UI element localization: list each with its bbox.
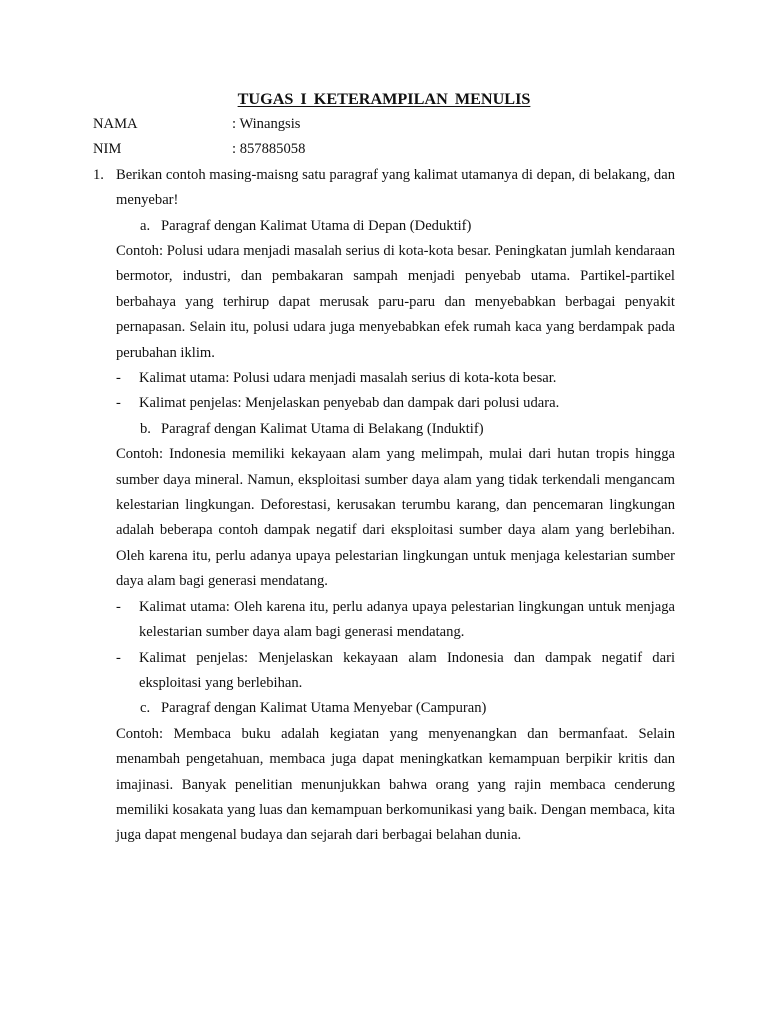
nim-label: NIM <box>93 141 122 158</box>
section-heading-text: Paragraf dengan Kalimat Utama di Depan (Deduktif) <box>161 217 472 234</box>
section-c-heading <box>93 696 675 721</box>
section-letter: b. <box>140 420 151 437</box>
document-page <box>93 86 675 849</box>
section-letter: a. <box>140 217 151 234</box>
section-a-bullet-2 <box>93 391 675 416</box>
question-text: Berikan contoh masing-maisng satu paragraf yang kalimat utamanya di depan, di belakang, dan menyebar! <box>116 166 675 209</box>
question-number: 1. <box>93 166 104 183</box>
nim-value: : 857885058 <box>232 141 306 158</box>
info-row-name <box>93 112 675 137</box>
name-value: : Winangsis <box>232 116 301 132</box>
document-title: TUGAS I KETERAMPILAN MENULIS <box>237 90 531 108</box>
section-letter: c. <box>140 700 151 717</box>
bullet-text: Kalimat utama: Oleh karena itu, perlu adanya upaya pelestarian lingkungan untuk menjaga kelestarian sumber daya alam bagi generasi mendatang. <box>139 598 675 641</box>
question-1 <box>93 163 675 214</box>
section-heading-text: Paragraf dengan Kalimat Utama Menyebar (Campuran) <box>161 700 487 717</box>
bullet-marker: - <box>116 649 121 666</box>
bullet-text: Kalimat utama: Polusi udara menjadi masalah serius di kota-kota besar. <box>139 370 557 387</box>
bullet-text: Kalimat penjelas: Menjelaskan penyebab dan dampak dari polusi udara. <box>139 395 560 412</box>
bullet-marker: - <box>116 598 121 615</box>
section-b-bullet-2 <box>93 646 675 697</box>
name-label: NAMA <box>93 116 138 132</box>
section-b-bullet-1 <box>93 595 675 646</box>
section-a-heading <box>93 214 675 239</box>
section-c-example: Contoh: Membaca buku adalah kegiatan yang menyenangkan dan bermanfaat. Selain menambah pengetahuan, membaca juga dapat meningkatkan kemampuan berpikir kritis dan imajinasi. Banyak penelitian menunjukkan bahwa orang yang rajin membaca cenderung memiliki kosakata yang luas dan kemampuan berkomunikasi yang baik. Dengan membaca, kita juga dapat mengenal budaya dan sejarah dari berbagai belahan dunia. <box>116 725 675 844</box>
info-row-nim <box>93 137 675 162</box>
section-b-heading <box>93 417 675 442</box>
section-heading-text: Paragraf dengan Kalimat Utama di Belakang (Induktif) <box>161 420 484 437</box>
section-a-example: Contoh: Polusi udara menjadi masalah serius di kota-kota besar. Peningkatan jumlah kendaraan bermotor, industri, dan pembakaran sampah menjadi penyebab utama. Partikel-partikel berbahaya yang terhirup dapat merusak paru-paru dan menyebabkan berbagai penyakit pernapasan. Selain itu, polusi udara juga menyebabkan efek rumah kaca yang berdampak pada perubahan iklim. <box>116 243 675 361</box>
bullet-text: Kalimat penjelas: Menjelaskan kekayaan alam Indonesia dan dampak negatif dari eksploitasi yang berlebihan. <box>139 649 675 691</box>
section-b-example: Contoh: Indonesia memiliki kekayaan alam yang melimpah, mulai dari hutan tropis hingga sumber daya mineral. Namun, eksploitasi sumber daya alam yang tidak terkendali mengancam kelestarian lingkungan. Deforestasi, kerusakan terumbu karang, dan pencemaran lingkungan adalah beberapa contoh dampak negatif dari eksploitasi sumber daya alam yang berlebihan. Oleh karena itu, perlu adanya upaya pelestarian lingkungan untuk menjaga kelestarian sumber daya alam bagi generasi mendatang. <box>116 446 675 590</box>
bullet-marker: - <box>116 370 121 387</box>
section-a-bullet-1 <box>93 366 675 391</box>
bullet-marker: - <box>116 395 121 412</box>
